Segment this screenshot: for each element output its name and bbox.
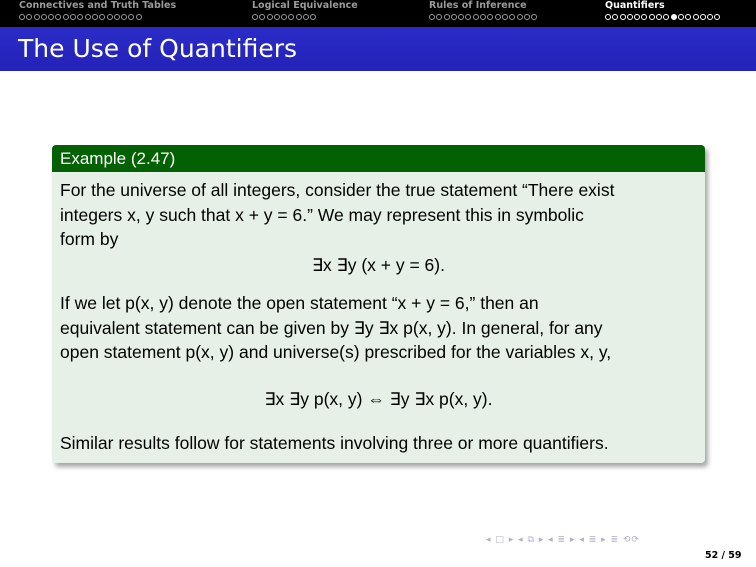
- nav-frame-dot[interactable]: [693, 14, 699, 20]
- example-text-line: integers x, y such that x + y = 6.” We may represent this in symbolic: [60, 205, 584, 225]
- nav-frame-dot[interactable]: [19, 14, 25, 20]
- nav-frame-dot[interactable]: [274, 14, 280, 20]
- nav-frame-dot[interactable]: [605, 14, 611, 20]
- nav-frame-dot[interactable]: [429, 14, 435, 20]
- nav-frame-dot[interactable]: [502, 14, 508, 20]
- nav-frame-dot[interactable]: [465, 14, 471, 20]
- nav-frame-dot[interactable]: [707, 14, 713, 20]
- nav-frame-dot[interactable]: [41, 14, 47, 20]
- nav-frame-dot[interactable]: [310, 14, 316, 20]
- nav-frame-dot[interactable]: [26, 14, 32, 20]
- example-text-line: form by: [60, 229, 119, 249]
- slide-title: The Use of Quantifiers: [18, 34, 298, 63]
- nav-frame-dot[interactable]: [473, 14, 479, 20]
- nav-frame-dot[interactable]: [107, 14, 113, 20]
- nav-frame-dot[interactable]: [303, 14, 309, 20]
- nav-frame-dot[interactable]: [451, 14, 457, 20]
- nav-frame-dot[interactable]: [495, 14, 501, 20]
- nav-frame-dot[interactable]: [121, 14, 127, 20]
- nav-frame-dot[interactable]: [487, 14, 493, 20]
- example-text-line: equivalent statement can be given by ∃y ∃x p(x, y). In general, for any: [60, 318, 603, 338]
- nav-frame-dot[interactable]: [612, 14, 618, 20]
- example-block: [52, 145, 705, 463]
- nav-dots-logical-equivalence[interactable]: [252, 14, 316, 22]
- page-number: 52 / 59: [705, 550, 742, 561]
- nav-frame-dot[interactable]: [252, 14, 258, 20]
- nav-frame-dot[interactable]: [34, 14, 40, 20]
- nav-section-rules-of-inference[interactable]: Rules of Inference: [429, 0, 527, 11]
- nav-frame-dot-current[interactable]: [671, 14, 677, 20]
- nav-frame-dot[interactable]: [649, 14, 655, 20]
- nav-frame-dot[interactable]: [267, 14, 273, 20]
- nav-dots-rules-of-inference[interactable]: [429, 14, 537, 22]
- nav-section-logical-equivalence[interactable]: Logical Equivalence: [252, 0, 358, 11]
- nav-frame-dot[interactable]: [509, 14, 515, 20]
- example-block-body: [52, 172, 705, 463]
- example-title: Example (2.47): [60, 149, 176, 168]
- nav-frame-dot[interactable]: [55, 14, 61, 20]
- nav-frame-dot[interactable]: [714, 14, 720, 20]
- nav-frame-dot[interactable]: [641, 14, 647, 20]
- nav-frame-dot[interactable]: [436, 14, 442, 20]
- nav-dots-connectives[interactable]: [19, 14, 142, 22]
- nav-frame-dot[interactable]: [99, 14, 105, 20]
- nav-section-quantifiers[interactable]: Quantifiers: [605, 0, 665, 11]
- nav-frame-dot[interactable]: [288, 14, 294, 20]
- nav-frame-dot[interactable]: [656, 14, 662, 20]
- nav-frame-dot[interactable]: [517, 14, 523, 20]
- nav-frame-dot[interactable]: [296, 14, 302, 20]
- nav-frame-dot[interactable]: [63, 14, 69, 20]
- nav-frame-dot[interactable]: [678, 14, 684, 20]
- nav-frame-dot[interactable]: [92, 14, 98, 20]
- example-text-line: Similar results follow for statements involving three or more quantifiers.: [60, 433, 609, 453]
- nav-dots-quantifiers[interactable]: [605, 14, 720, 22]
- nav-frame-dot[interactable]: [524, 14, 530, 20]
- nav-frame-dot[interactable]: [480, 14, 486, 20]
- example-text-line: If we let p(x, y) denote the open statement “x + y = 6,” then an: [60, 293, 539, 313]
- nav-frame-dot[interactable]: [685, 14, 691, 20]
- example-block-header: [52, 145, 705, 172]
- display-formula: ∃x ∃y p(x, y) ⇔ ∃y ∃x p(x, y).: [264, 389, 493, 409]
- nav-frame-dot[interactable]: [700, 14, 706, 20]
- nav-frame-dot[interactable]: [620, 14, 626, 20]
- example-text-line: For the universe of all integers, consider the true statement “There exist: [60, 180, 615, 200]
- nav-frame-dot[interactable]: [114, 14, 120, 20]
- nav-frame-dot[interactable]: [458, 14, 464, 20]
- section-navigation-bar: [0, 0, 756, 27]
- slide-title-bar: [0, 27, 756, 71]
- nav-frame-dot[interactable]: [259, 14, 265, 20]
- nav-frame-dot[interactable]: [128, 14, 134, 20]
- nav-frame-dot[interactable]: [281, 14, 287, 20]
- nav-frame-dot[interactable]: [531, 14, 537, 20]
- nav-frame-dot[interactable]: [444, 14, 450, 20]
- nav-frame-dot[interactable]: [634, 14, 640, 20]
- nav-frame-dot[interactable]: [136, 14, 142, 20]
- nav-section-connectives[interactable]: Connectives and Truth Tables: [19, 0, 177, 11]
- example-text-line: open statement p(x, y) and universe(s) prescribed for the variables x, y,: [60, 342, 612, 362]
- nav-frame-dot[interactable]: [663, 14, 669, 20]
- nav-frame-dot[interactable]: [627, 14, 633, 20]
- nav-frame-dot[interactable]: [48, 14, 54, 20]
- display-formula: ∃x ∃y (x + y = 6).: [312, 255, 445, 275]
- nav-frame-dot[interactable]: [85, 14, 91, 20]
- nav-frame-dot[interactable]: [77, 14, 83, 20]
- nav-frame-dot[interactable]: [70, 14, 76, 20]
- beamer-navigation-icons[interactable]: ◂ □ ▸ ◂ ⧉ ▸ ◂ ≣ ▸ ◂ ≣ ▸ ≣ ⟲⟳: [486, 535, 640, 545]
